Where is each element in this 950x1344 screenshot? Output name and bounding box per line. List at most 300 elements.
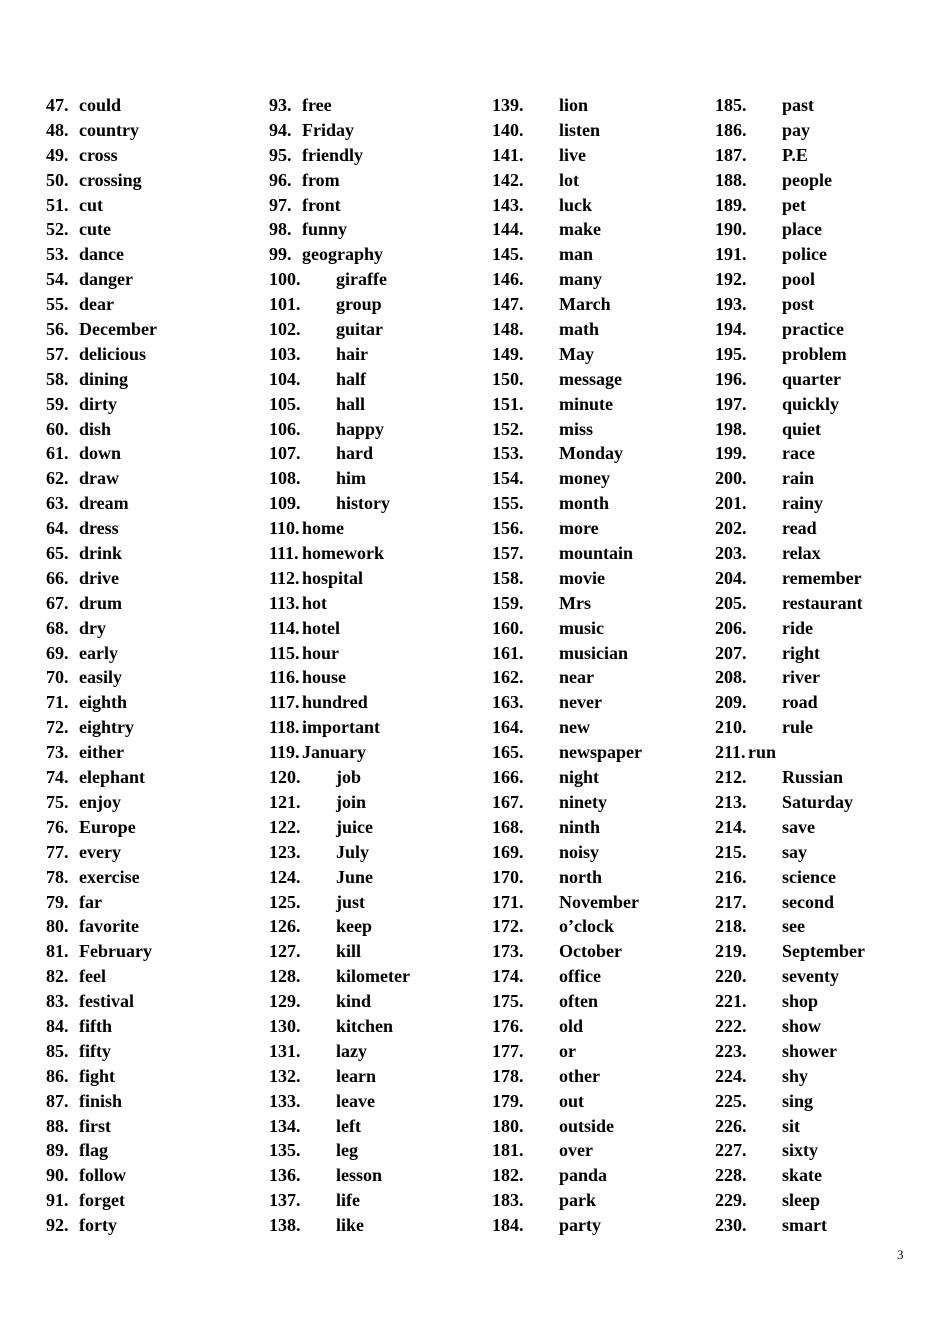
item-number: 159. <box>492 592 524 613</box>
item-word: see <box>782 916 805 937</box>
item-word: house <box>302 667 347 688</box>
item-word: like <box>336 1215 365 1236</box>
item-word: river <box>782 667 820 688</box>
item-word: musician <box>559 642 629 663</box>
item-number: 133. <box>269 1090 301 1111</box>
item-number: 104. <box>269 368 301 389</box>
item-word: guitar <box>336 319 383 340</box>
item-number: 145. <box>492 244 524 265</box>
item-number: 214. <box>715 816 747 837</box>
item-number: 74. <box>46 767 69 788</box>
item-word: pool <box>782 269 816 290</box>
item-number: 186. <box>715 119 747 140</box>
item-number: 144. <box>492 219 524 240</box>
item-number: 134. <box>269 1115 301 1136</box>
item-number: 201. <box>715 493 747 514</box>
item-number: 179. <box>492 1090 524 1111</box>
item-word: post <box>782 294 815 315</box>
item-number: 63. <box>46 493 69 514</box>
item-word: cut <box>79 194 103 215</box>
item-number: 53. <box>46 244 69 265</box>
item-number: 198. <box>715 418 747 439</box>
item-number: 76. <box>46 816 69 837</box>
item-number: 171. <box>492 891 524 912</box>
item-word: Europe <box>79 816 136 837</box>
item-number: 111. <box>269 543 299 564</box>
item-word: noisy <box>559 841 600 862</box>
item-number: 184. <box>492 1215 524 1236</box>
item-number: 149. <box>492 343 524 364</box>
item-word: or <box>559 1040 576 1061</box>
item-number: 78. <box>46 866 69 887</box>
item-word: P.E <box>782 144 808 165</box>
item-word: message <box>559 368 622 389</box>
item-word: important <box>302 717 380 738</box>
item-word: could <box>79 95 122 115</box>
item-word: ninety <box>559 791 608 812</box>
item-number: 70. <box>46 667 69 688</box>
item-number: 219. <box>715 941 747 962</box>
item-word: problem <box>782 343 847 364</box>
item-word: eighth <box>79 692 128 713</box>
item-word: newspaper <box>559 742 643 763</box>
item-number: 141. <box>492 144 524 165</box>
item-word: fifth <box>79 1015 112 1036</box>
item-number: 221. <box>715 991 747 1012</box>
item-number: 181. <box>492 1140 524 1161</box>
item-word: dirty <box>79 393 117 414</box>
item-number: 60. <box>46 418 69 439</box>
item-number: 202. <box>715 518 747 539</box>
item-number: 64. <box>46 518 69 539</box>
item-number: 192. <box>715 269 747 290</box>
item-number: 167. <box>492 791 524 812</box>
item-word: outside <box>559 1115 615 1136</box>
item-word: math <box>559 319 599 340</box>
item-number: 197. <box>715 393 747 414</box>
item-word: rule <box>782 717 813 738</box>
item-word: festival <box>79 991 134 1012</box>
item-word: hair <box>336 343 369 364</box>
item-word: sixty <box>782 1140 818 1161</box>
item-number: 157. <box>492 543 524 564</box>
item-number: 101. <box>269 294 301 315</box>
item-number: 112. <box>269 567 300 588</box>
item-word: skate <box>782 1165 822 1186</box>
item-word: hall <box>336 393 366 414</box>
item-word: kilometer <box>336 966 410 987</box>
item-word: dear <box>79 294 114 315</box>
item-number: 124. <box>269 866 301 887</box>
item-number: 100. <box>269 269 301 290</box>
item-word: dining <box>79 368 129 389</box>
item-word: Mrs <box>559 592 591 613</box>
item-word: Russian <box>782 767 844 788</box>
item-number: 199. <box>715 443 747 464</box>
item-word: hospital <box>302 567 364 588</box>
item-word: giraffe <box>336 269 387 290</box>
item-word: May <box>559 343 594 364</box>
item-word: homework <box>302 543 384 564</box>
item-number: 177. <box>492 1040 524 1061</box>
item-word: dry <box>79 617 106 638</box>
item-word: right <box>782 642 820 663</box>
item-number: 102. <box>269 319 301 340</box>
item-number: 195. <box>715 343 747 364</box>
item-number: 122. <box>269 816 301 837</box>
item-number: 126. <box>269 916 301 937</box>
item-word: miss <box>559 418 594 439</box>
item-number: 139. <box>492 95 524 115</box>
item-number: 170. <box>492 866 524 887</box>
item-number: 115. <box>269 642 300 663</box>
item-word: sit <box>782 1115 800 1136</box>
item-number: 224. <box>715 1065 747 1086</box>
item-word: cute <box>79 219 111 240</box>
item-number: 103. <box>269 343 301 364</box>
item-word: race <box>782 443 815 464</box>
item-word: front <box>302 194 341 215</box>
item-word: pay <box>782 119 811 140</box>
item-word: country <box>79 119 139 140</box>
item-word: happy <box>336 418 385 439</box>
item-word: draw <box>79 468 119 489</box>
item-word: practice <box>782 319 844 340</box>
item-word: early <box>79 642 118 663</box>
item-word: from <box>302 169 340 190</box>
item-number: 135. <box>269 1140 301 1161</box>
item-number: 51. <box>46 194 69 215</box>
item-word: forty <box>79 1215 117 1236</box>
item-number: 153. <box>492 443 524 464</box>
item-number: 83. <box>46 991 69 1012</box>
item-number: 123. <box>269 841 301 862</box>
item-number: 67. <box>46 592 69 613</box>
item-word: life <box>336 1190 360 1211</box>
item-word: new <box>559 717 590 738</box>
item-word: o’clock <box>559 916 614 937</box>
item-number: 205. <box>715 592 747 613</box>
item-number: 148. <box>492 319 524 340</box>
item-word: other <box>559 1065 600 1086</box>
item-number: 175. <box>492 991 524 1012</box>
item-number: 127. <box>269 941 301 962</box>
item-word: often <box>559 991 598 1012</box>
item-word: follow <box>79 1165 126 1186</box>
item-number: 227. <box>715 1140 747 1161</box>
item-number: 196. <box>715 368 747 389</box>
item-number: 143. <box>492 194 524 215</box>
item-number: 228. <box>715 1165 747 1186</box>
item-word: sleep <box>782 1190 820 1211</box>
item-number: 121. <box>269 791 301 812</box>
item-number: 109. <box>269 493 301 514</box>
item-word: ninth <box>559 816 601 837</box>
item-word: remember <box>782 567 862 588</box>
item-word: hard <box>336 443 374 464</box>
item-number: 158. <box>492 567 524 588</box>
item-number: 165. <box>492 742 524 763</box>
page-number: 3 <box>897 1247 904 1262</box>
item-number: 187. <box>715 144 747 165</box>
item-number: 140. <box>492 119 524 140</box>
item-word: save <box>782 816 815 837</box>
item-word: join <box>336 791 367 812</box>
item-number: 68. <box>46 617 69 638</box>
item-word: left <box>336 1115 361 1136</box>
item-word: keep <box>336 916 372 937</box>
item-word: relax <box>782 543 821 564</box>
item-word: drive <box>79 567 119 588</box>
item-number: 110. <box>269 518 300 539</box>
item-number: 132. <box>269 1065 301 1086</box>
item-word: old <box>559 1015 584 1036</box>
item-number: 130. <box>269 1015 301 1036</box>
item-word: geography <box>302 244 383 265</box>
item-number: 48. <box>46 119 69 140</box>
item-number: 71. <box>46 692 69 713</box>
item-word: March <box>559 294 611 315</box>
item-number: 150. <box>492 368 524 389</box>
item-number: 174. <box>492 966 524 987</box>
item-number: 163. <box>492 692 524 713</box>
item-number: 72. <box>46 717 69 738</box>
item-word: fight <box>79 1065 115 1086</box>
item-word: mountain <box>559 543 634 564</box>
item-word: place <box>782 219 822 240</box>
item-number: 173. <box>492 941 524 962</box>
item-word: cross <box>79 144 118 165</box>
item-number: 62. <box>46 468 69 489</box>
item-number: 178. <box>492 1065 524 1086</box>
item-word: rain <box>782 468 815 489</box>
item-word: shop <box>782 991 819 1012</box>
item-word: flag <box>79 1140 108 1161</box>
item-number: 87. <box>46 1090 69 1111</box>
item-word: seventy <box>782 966 839 987</box>
item-word: down <box>79 443 122 464</box>
item-word: restaurant <box>782 592 863 613</box>
item-word: eightry <box>79 717 134 738</box>
item-number: 168. <box>492 816 524 837</box>
item-word: quarter <box>782 368 841 389</box>
item-word: police <box>782 244 827 265</box>
item-number: 206. <box>715 617 747 638</box>
item-word: enjoy <box>79 791 121 812</box>
item-number: 73. <box>46 742 69 763</box>
item-number: 188. <box>715 169 747 190</box>
item-number: 194. <box>715 319 747 340</box>
item-word: panda <box>559 1165 608 1186</box>
item-word: Friday <box>302 119 354 140</box>
item-word: dream <box>79 493 129 514</box>
item-word: job <box>336 767 362 788</box>
item-number: 193. <box>715 294 747 315</box>
item-word: just <box>336 891 366 912</box>
item-word: forget <box>79 1190 125 1211</box>
item-number: 156. <box>492 518 524 539</box>
item-number: 98. <box>269 219 292 240</box>
item-number: 203. <box>715 543 747 564</box>
item-number: 172. <box>492 916 524 937</box>
item-word: friendly <box>302 144 363 165</box>
item-number: 96. <box>269 169 292 190</box>
item-word: every <box>79 841 121 862</box>
item-number: 118. <box>269 717 300 738</box>
item-number: 142. <box>492 169 524 190</box>
item-word: dish <box>79 418 112 439</box>
item-word: favorite <box>79 916 139 937</box>
item-word: month <box>559 493 610 514</box>
item-number: 162. <box>492 667 524 688</box>
item-word: December <box>79 319 157 340</box>
item-number: 160. <box>492 617 524 638</box>
item-number: 57. <box>46 343 69 364</box>
item-word: shy <box>782 1065 809 1086</box>
item-number: 223. <box>715 1040 747 1061</box>
item-word: dance <box>79 244 124 265</box>
item-word: listen <box>559 119 601 140</box>
item-word: hour <box>302 642 340 663</box>
item-word: read <box>782 518 817 539</box>
item-number: 138. <box>269 1215 301 1236</box>
item-word: shower <box>782 1040 837 1061</box>
item-number: 117. <box>269 692 300 713</box>
item-word: dress <box>79 518 119 539</box>
item-word: second <box>782 891 835 912</box>
item-number: 65. <box>46 543 69 564</box>
item-number: 116. <box>269 667 300 688</box>
item-word: January <box>302 742 367 763</box>
item-number: 99. <box>269 244 292 265</box>
item-number: 108. <box>269 468 301 489</box>
item-number: 147. <box>492 294 524 315</box>
item-word: free <box>302 95 332 115</box>
item-number: 225. <box>715 1090 747 1111</box>
item-word: past <box>782 95 815 115</box>
item-number: 146. <box>492 269 524 290</box>
item-word: exercise <box>79 866 140 887</box>
item-word: lot <box>559 169 579 190</box>
item-word: fifty <box>79 1040 111 1061</box>
item-word: many <box>559 269 603 290</box>
item-number: 215. <box>715 841 747 862</box>
item-number: 85. <box>46 1040 69 1061</box>
item-word: easily <box>79 667 122 688</box>
item-number: 229. <box>715 1190 747 1211</box>
item-number: 152. <box>492 418 524 439</box>
item-number: 119. <box>269 742 300 763</box>
item-number: 210. <box>715 717 747 738</box>
item-word: say <box>782 841 808 862</box>
item-word: elephant <box>79 767 146 788</box>
item-number: 93. <box>269 95 292 115</box>
item-number: 58. <box>46 368 69 389</box>
item-word: party <box>559 1215 601 1236</box>
item-word: funny <box>302 219 348 240</box>
item-number: 79. <box>46 891 69 912</box>
item-number: 95. <box>269 144 292 165</box>
item-number: 161. <box>492 642 524 663</box>
item-number: 164. <box>492 717 524 738</box>
item-number: 80. <box>46 916 69 937</box>
item-word: minute <box>559 393 613 414</box>
item-word: park <box>559 1190 597 1211</box>
item-number: 94. <box>269 119 292 140</box>
item-number: 50. <box>46 169 69 190</box>
item-number: 47. <box>46 95 69 115</box>
item-number: 97. <box>269 194 292 215</box>
item-word: learn <box>336 1065 376 1086</box>
item-number: 89. <box>46 1140 69 1161</box>
item-word: kind <box>336 991 372 1012</box>
item-word: smart <box>782 1215 827 1236</box>
item-word: half <box>336 368 367 389</box>
item-word: make <box>559 219 601 240</box>
item-word: kill <box>336 941 362 962</box>
item-word: September <box>782 941 865 962</box>
item-word: office <box>559 966 601 987</box>
item-number: 106. <box>269 418 301 439</box>
item-word: man <box>559 244 594 265</box>
item-word: either <box>79 742 124 763</box>
item-number: 212. <box>715 767 747 788</box>
item-number: 180. <box>492 1115 524 1136</box>
item-word: hot <box>302 592 328 613</box>
item-word: group <box>336 294 382 315</box>
item-number: 55. <box>46 294 69 315</box>
item-number: 189. <box>715 194 747 215</box>
item-word: run <box>748 742 777 763</box>
item-word: sing <box>782 1090 814 1111</box>
item-word: November <box>559 891 639 912</box>
item-word: Monday <box>559 443 624 464</box>
item-word: night <box>559 767 600 788</box>
item-number: 69. <box>46 642 69 663</box>
item-number: 128. <box>269 966 301 987</box>
item-number: 208. <box>715 667 747 688</box>
item-number: 49. <box>46 144 69 165</box>
item-number: 54. <box>46 269 69 290</box>
item-word: luck <box>559 194 593 215</box>
item-number: 176. <box>492 1015 524 1036</box>
item-number: 137. <box>269 1190 301 1211</box>
item-number: 75. <box>46 791 69 812</box>
item-word: kitchen <box>336 1015 394 1036</box>
item-number: 84. <box>46 1015 69 1036</box>
item-number: 204. <box>715 567 747 588</box>
item-number: 86. <box>46 1065 69 1086</box>
item-word: road <box>782 692 818 713</box>
item-word: out <box>559 1090 585 1111</box>
item-word: music <box>559 617 604 638</box>
item-number: 220. <box>715 966 747 987</box>
item-number: 82. <box>46 966 69 987</box>
item-number: 209. <box>715 692 747 713</box>
item-word: near <box>559 667 594 688</box>
item-number: 136. <box>269 1165 301 1186</box>
item-word: June <box>336 866 374 887</box>
item-number: 154. <box>492 468 524 489</box>
item-word: him <box>336 468 367 489</box>
item-number: 183. <box>492 1190 524 1211</box>
item-word: science <box>782 866 836 887</box>
item-number: 166. <box>492 767 524 788</box>
item-word: feel <box>79 966 106 987</box>
item-word: people <box>782 169 833 190</box>
item-number: 190. <box>715 219 747 240</box>
item-word: lazy <box>336 1040 367 1061</box>
